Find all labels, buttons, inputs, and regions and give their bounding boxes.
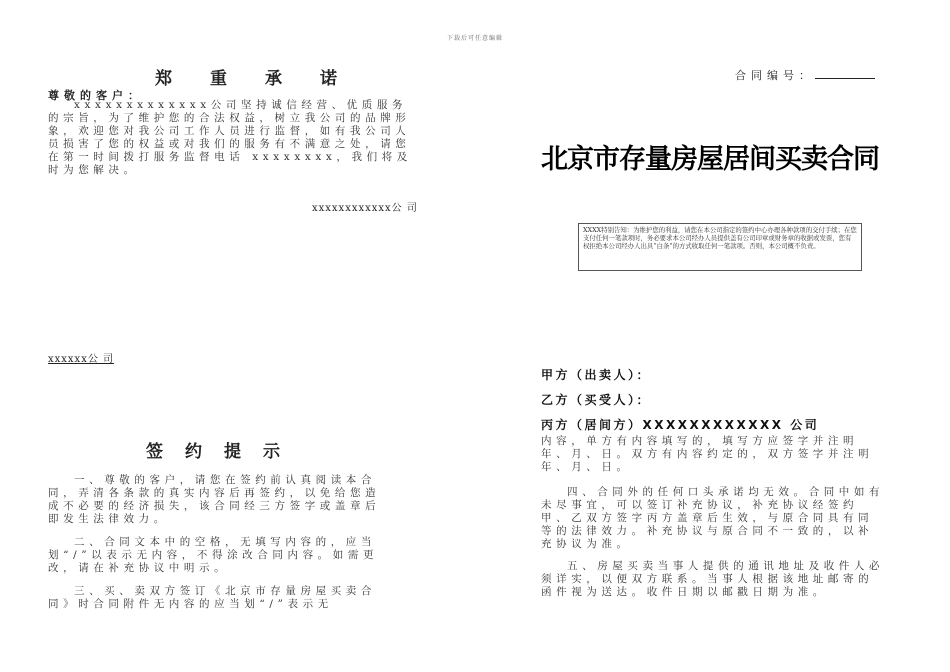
content-continued: 内容，单方有内容填写的，填写方应签字并注明年、月、日。双方有内容约定的，双方签字并注明年、月、日。 — [541, 435, 874, 473]
company-signature: xxxxxx公 司 — [48, 354, 115, 365]
tip-2 — [48, 536, 393, 575]
contract-number-blank — [815, 69, 875, 79]
item-4 — [541, 486, 886, 551]
party-c-intermediary: 丙方（居间方）XXXXXXXXXXXX 公司 — [541, 418, 820, 432]
tip-2-text: 二、合同文本中的空格，无填写内容的，应当划“/”以表示无内容，不得涂改合同内容。如需更改，请在补充协议中明示。 — [48, 536, 379, 574]
promise-text: xxxxxxxxxxxxx公司坚持诚信经营、优质服务的宗旨，为了维护您的合法权益，树立我公司的品牌形象，欢迎您对我公司工作人员进行监督，如有我公司人员损害了您的权益或对我们的服务有不满意之处，请您在第一时间拨打服务监督电话 xxxxxxxx，我们将及时为您解决。 — [48, 99, 412, 176]
item-5-text: 五、房屋买卖当事人提供的通讯地址及收件人必须详实，以便双方联系。当事人根据该地址邮寄的函件视为送达。收件日期以邮戳日期为准。 — [541, 560, 885, 598]
tip-1 — [48, 474, 393, 526]
tip-3 — [48, 585, 393, 611]
main-title: 北京市存量房屋居间买卖合同 — [541, 144, 879, 175]
promise-body — [48, 99, 420, 177]
tip-3-text: 三、买、卖双方签订《北京市存量房屋买卖合同》时合同附件无内容的应当划“/”表示无 — [48, 585, 376, 610]
promise-title: 郑重承诺 — [155, 69, 375, 89]
item-4-text: 四、合同外的任何口头承诺均无效。合同中如有未尽事宜，可以签订补充协议，补充协议经签约甲、乙双方签字丙方盖章后生效，与原合同具有同等的法律效力。补充协议与原合同不一致的，以补充协议为准。 — [541, 486, 885, 550]
contract-number — [735, 67, 875, 83]
item-5 — [541, 560, 886, 599]
tip-1-text: 一、尊敬的客户，请您在签约前认真阅读本合同，弄清各条款的真实内容后再签约，以免给您造成不必要的经济损失，该合同经三方签字或盖章后即发生法律效力。 — [48, 474, 381, 525]
special-notice-box: XXXX特别告知：为维护您的利益，请您在本公司指定的签约中心办理各种款项的交付手续；在您支付任何一笔款项时，务必要求本公司经办人员提供盖有公司印章或财务章的收据或发票，您有权拒绝本公司经办人出具“白条”的方式收取任何一笔款项。否则，本公司概不负责。 — [578, 223, 862, 271]
contract-number-label: 合同编号： — [735, 69, 815, 82]
party-a-seller: 甲方（出卖人）： — [541, 368, 652, 382]
party-b-buyer: 乙方（买受人）： — [541, 393, 652, 407]
salutation: 尊敬的客户： — [48, 89, 144, 102]
watermark-text: 下载后可任意编辑 — [446, 35, 503, 42]
tips-title: 签约提示 — [146, 442, 302, 462]
promise-signature: xxxxxxxxxxxx公 司 — [312, 203, 418, 214]
